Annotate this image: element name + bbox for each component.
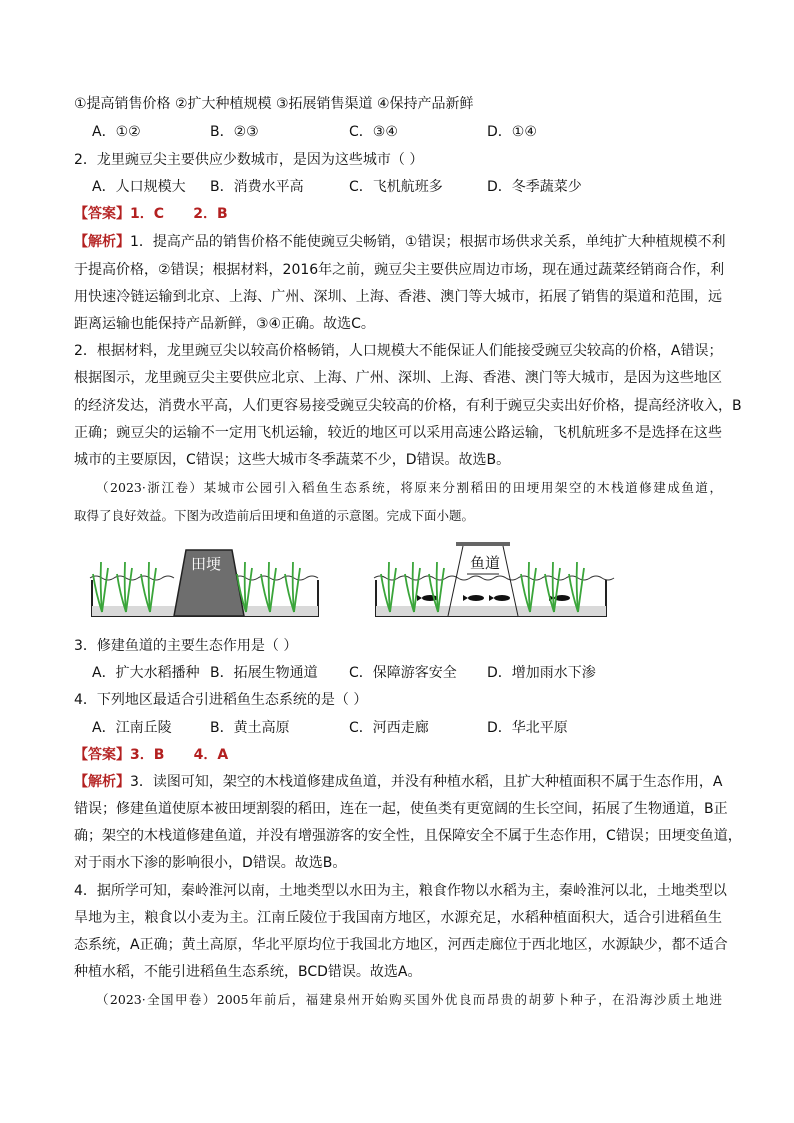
q3-option-d: D．增加雨水下渗: [487, 665, 596, 681]
analysis-1-line-8: 正确；豌豆尖的运输不一定用飞机运输，较近的地区可以采用高速公路运输，飞机航班多不是选择在这些: [74, 425, 722, 441]
q4-option-d: D．华北平原: [487, 720, 568, 736]
analysis-1-line-4: 距离运输也能保持产品新鲜，③④正确。故选C。: [74, 316, 375, 332]
q4-stem: 4．下列地区最适合引进稻鱼生态系统的是（ ）: [74, 692, 368, 708]
q2-option-c: C．飞机航班多: [349, 179, 443, 195]
rice-plants: [93, 562, 584, 612]
answer-text: 1．C 2．B: [130, 206, 228, 222]
analysis-tag: 【解析】: [74, 234, 130, 250]
analysis-1-line-7: 的经济发达，消费水平高，人们更容易接受豌豆尖较高的价格，有利于豌豆尖卖出好价格，提高经济收入，B: [74, 398, 742, 414]
analysis-1-line-3: 用快速冷链运输到北京、上海、广州、深圳、上海、香港、澳门等大城市，拓展了销售的渠道和范围，远: [74, 289, 722, 305]
q1-statements: ①提高销售价格 ②扩大种植规模 ③拓展销售渠道 ④保持产品新鲜: [74, 96, 474, 112]
rice-plant: [117, 562, 132, 612]
analysis-1-line-2: 于提高价格，②错误；根据材料，2016年之前，豌豆尖主要供应周边市场，现在通过蔬菜经销商合作，利: [74, 262, 725, 278]
analysis-2-line-5: 4．据所学可知，秦岭淮河以南，土地类型以水田为主，粮食作物以水稻为主，秦岭淮河以北，土地类型以: [74, 883, 727, 899]
rice-plant: [545, 562, 560, 612]
answer-3-4: [74, 745, 228, 765]
rice-plant: [285, 562, 300, 612]
q4-option-c: C．河西走廊: [349, 720, 429, 736]
rice-plant: [141, 562, 156, 612]
q3-option-b: B．拓展生物通道: [210, 665, 318, 681]
analysis-2-line-1: 【解析】3．读图可知，架空的木栈道修建成鱼道，并没有种植水稻，且扩大种植面积不属于生态作用，A: [74, 774, 723, 790]
rice-plant: [93, 562, 108, 612]
analysis-2-line-4: 对于雨水下渗的影响很小，D错误。故选B。: [74, 855, 347, 871]
material-3-line-1: （2023·全国甲卷）2005年前后，福建泉州开始购买国外优良而昂贵的胡萝卜种子，在沿海沙质土地进: [96, 992, 722, 1007]
analysis-2-line-3: 确；架空的木栈道修建鱼道，并没有增强游客的安全性，且保障安全不属于生态作用，C错误；田埂变鱼道，: [74, 828, 742, 844]
q1-option-c: C．③④: [349, 124, 398, 140]
rice-plant: [261, 562, 276, 612]
answer-text-2: 3．B 4．A: [130, 747, 229, 763]
q2-option-a: A．人口规模大: [92, 179, 186, 195]
analysis-tag-2: 【解析】: [74, 774, 130, 790]
rice-plant: [381, 562, 396, 612]
rice-plant: [429, 562, 444, 612]
answer-tag: 【答案】: [74, 206, 130, 222]
analysis-2-line-8: 种植水稻，不能引进稻鱼生态系统，BCD错误。故选A。: [74, 964, 422, 980]
analysis-2-line-2: 错误；修建鱼道使原本被田埂割裂的稻田，连在一起，使鱼类有更宽阔的生长空间，拓展了生物通道，B正: [74, 801, 728, 817]
q3-option-c: C．保障游客安全: [349, 665, 457, 681]
q3-stem: 3．修建鱼道的主要生态作用是（ ）: [74, 638, 298, 654]
q2-option-b: B．消费水平高: [210, 179, 304, 195]
q1-option-d: D．①④: [487, 124, 537, 140]
rice-plant: [569, 562, 584, 612]
rice-plant: [521, 562, 536, 612]
answer-tag-2: 【答案】: [74, 747, 130, 763]
rice-plant: [405, 562, 420, 612]
q2-stem: 2．龙里豌豆尖主要供应少数城市，是因为这些城市（ ）: [74, 152, 424, 168]
analysis-1-line-1: 【解析】1．提高产品的销售价格不能使豌豆尖畅销，①错误；根据市场供求关系，单纯扩大种植规模不利: [74, 234, 726, 250]
analysis-1-line-6: 根据图示，龙里豌豆尖主要供应北京、上海、广州、深圳、上海、香港、澳门等大城市，是因为这些地区: [74, 370, 722, 386]
figure-ridge-fishway: [84, 538, 624, 620]
material-2-line-2: 取得了良好效益。下图为改造前后田埂和鱼道的示意图。完成下面小题。: [74, 508, 475, 523]
q2-option-d: D．冬季蔬菜少: [487, 179, 582, 195]
figure-label-ridge: 田埂: [191, 555, 222, 573]
q1-option-a: A．①②: [92, 124, 141, 140]
answer-1-2: [74, 204, 228, 224]
analysis-2-line-7: 态系统，A正确；黄土高原，华北平原均位于我国北方地区，河西走廊位于西北地区，水源缺少，都不适合: [74, 937, 728, 953]
q4-option-b: B．黄土高原: [210, 720, 290, 736]
q3-option-a: A．扩大水稻播种: [92, 665, 200, 681]
analysis-1-line-5: 2．根据材料，龙里豌豆尖以较高价格畅销，人口规模大不能保证人们能接受豌豆尖较高的价格，A错误；: [74, 343, 723, 359]
q1-option-b: B．②③: [210, 124, 259, 140]
q4-option-a: A．江南丘陵: [92, 720, 172, 736]
analysis-2-line-6: 旱地为主，粮食以小麦为主。江南丘陵位于我国南方地区，水源充足，水稻种植面积大，适合引进稻鱼生: [74, 910, 722, 926]
analysis-1-line-9: 城市的主要原因，C错误；这些大城市冬季蔬菜不少，D错误。故选B。: [74, 452, 511, 468]
figure-label-fishway: 鱼道: [470, 554, 501, 572]
material-2-line-1: （2023·浙江卷）某城市公园引入稻鱼生态系统，将原来分割稻田的田埂用架空的木栈道修建成鱼道，: [96, 480, 722, 495]
